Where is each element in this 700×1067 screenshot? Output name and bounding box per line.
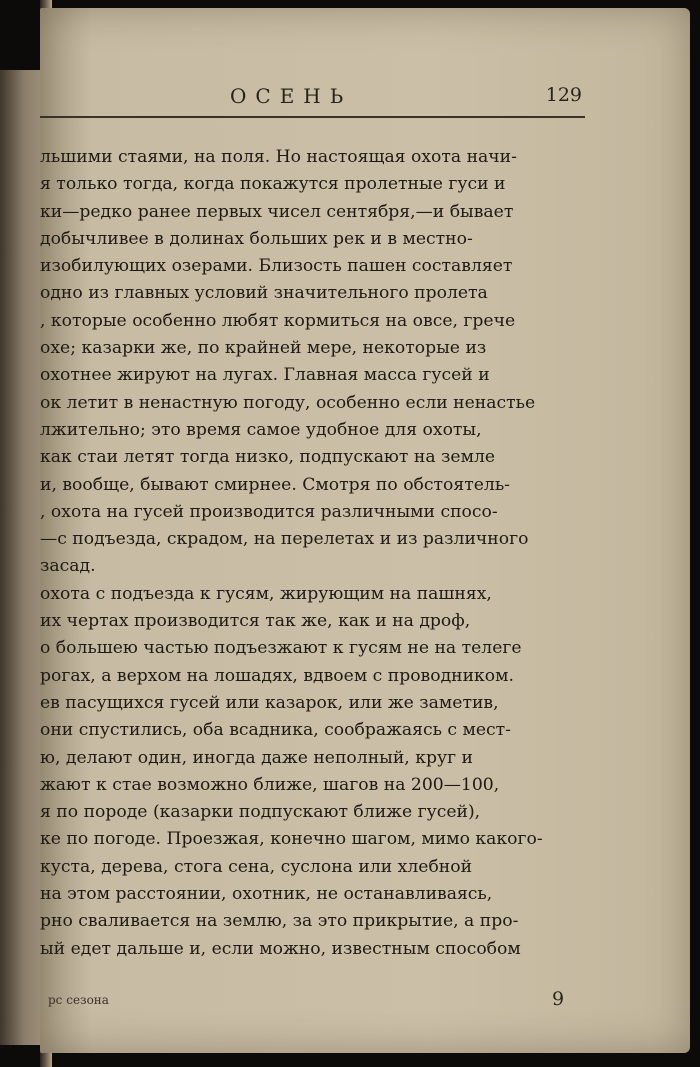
text-line: и, вообще, бывают смирнее. Смотря по обстоятель-	[40, 474, 510, 495]
text-line: охотнее жируют на лугах. Главная масса гусей и	[40, 365, 490, 386]
page-header	[40, 84, 690, 112]
text-line: ый едет дальше и, если можно, известным способом	[40, 938, 521, 959]
text-line: льшими стаями, на поля. Но настоящая охота начи-	[40, 147, 517, 167]
running-title: ОСЕНЬ	[230, 84, 353, 108]
text-line: ок летит в ненастную погоду, особенно если ненастье	[40, 392, 536, 413]
text-line: на этом расстоянии, охотник, не останавливаясь,	[40, 884, 493, 905]
previous-page-edge	[0, 70, 44, 1045]
text-line: охота с подъезда к гусям, жирующим на пашнях,	[40, 583, 492, 604]
book-page	[40, 8, 690, 1053]
text-line: ев пасущихся гусей или казарок, или же заметив,	[40, 692, 499, 713]
text-line: лжительно; это время самое удобное для охоты,	[40, 419, 482, 440]
signature-mark: рс сезона	[48, 993, 109, 1007]
body-text	[40, 144, 600, 963]
text-line: жают к стае возможно ближе, шагов на 200—100,	[40, 774, 500, 795]
text-line: я только тогда, когда покажутся пролетные гуси и	[40, 174, 506, 195]
text-line: , которые особенно любят кормиться на овсе, грече	[40, 310, 516, 331]
text-line: я по породе (казарки подпускают ближе гусей),	[40, 802, 481, 823]
text-line: ю, делают один, иногда даже неполный, круг и	[40, 747, 473, 768]
text-line: охе; казарки же, по крайней мере, некоторые из	[40, 338, 487, 359]
text-line: о большею частью подъезжают к гусям не на телеге	[40, 638, 522, 659]
text-line: как стаи летят тогда низко, подпускают на земле	[40, 447, 496, 468]
text-line: рогах, а верхом на лошадях, вдвоем с проводником.	[40, 665, 514, 686]
text-line: они спустились, оба всадника, соображаясь с мест-	[40, 720, 511, 741]
text-line: засад.	[40, 556, 96, 577]
text-line: , охота на гусей производится различными спосо-	[40, 501, 498, 522]
text-line: изобилующих озерами. Близость пашен составляет	[40, 256, 513, 277]
signature-number: 9	[552, 988, 565, 1010]
text-line: —с подъезда, скрадом, на перелетах и из различного	[40, 529, 529, 550]
text-line: ке по погоде. Проезжая, конечно шагом, мимо какого-	[40, 829, 543, 850]
page-number: 129	[545, 84, 582, 106]
header-rule	[40, 116, 585, 118]
text-line: добычливее в долинах больших рек и в местно-	[40, 228, 473, 249]
text-line: одно из главных условий значительного пролета	[40, 283, 488, 304]
text-line: рно сваливается на землю, за это прикрытие, а про-	[40, 911, 519, 932]
text-line: их чертах производится так же, как и на дроф,	[40, 611, 471, 632]
text-line: куста, дерева, стога сена, суслона или хлебной	[40, 856, 473, 877]
text-line: ки—редко ранее первых чисел сентября,—и бывает	[40, 201, 514, 222]
